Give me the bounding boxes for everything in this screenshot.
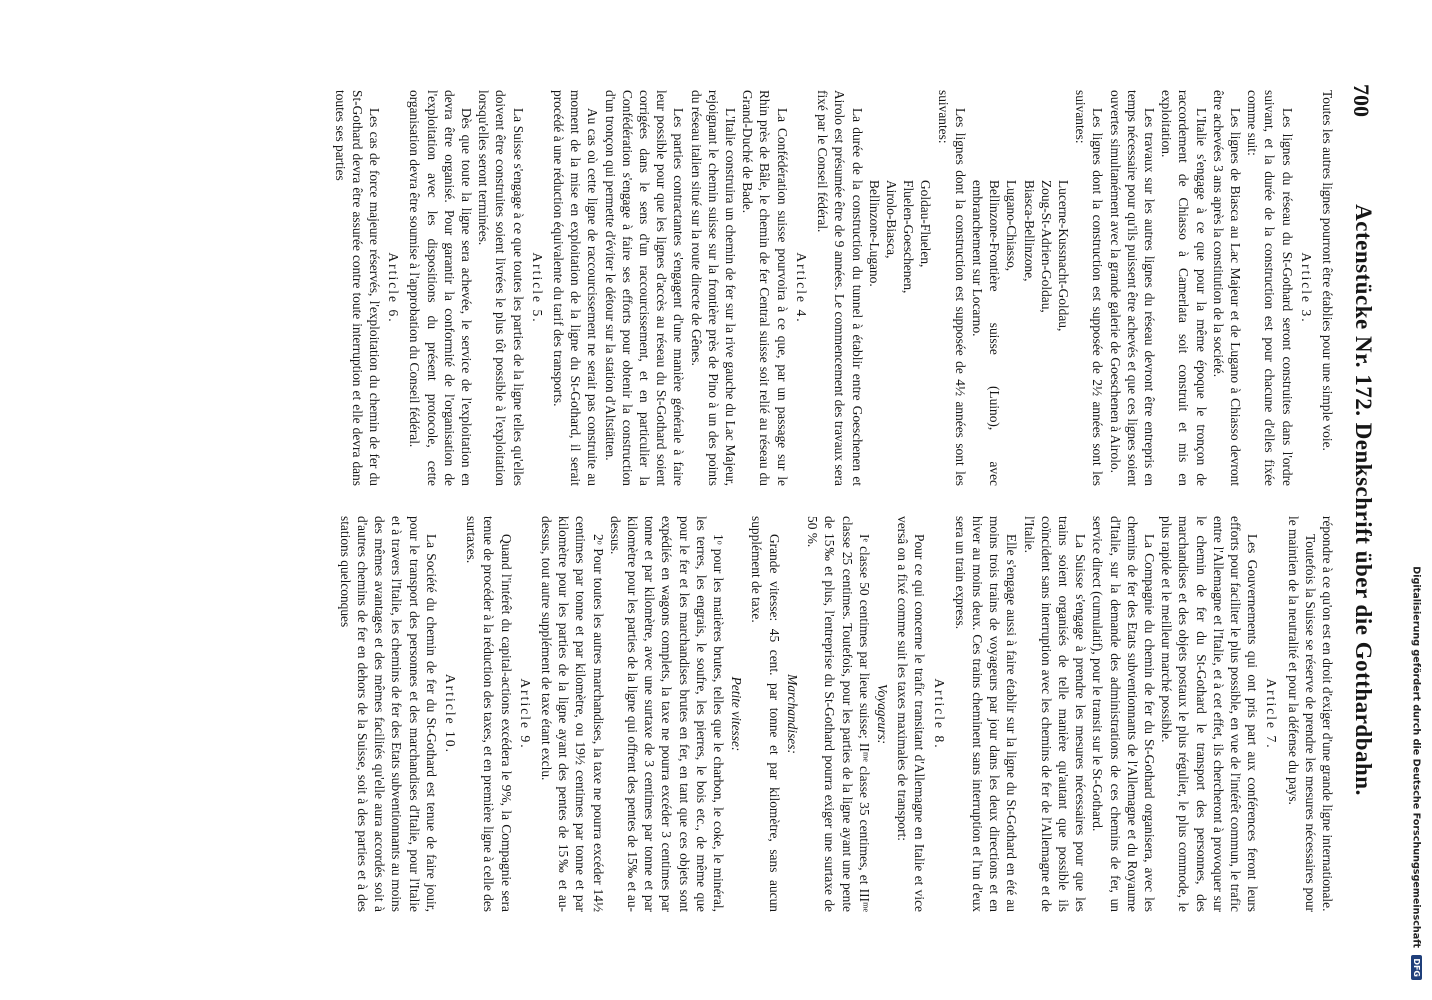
paragraph: Grande vitesse: 45 cent. par tonne et par kilomètre, sans aucun supplément de taxe.	[749, 516, 782, 912]
list-item: Zoug-St-Adrien-Goldau,	[1038, 180, 1054, 313]
list-item: Lugano-Chiasso,	[1004, 180, 1020, 272]
paragraph: Pour ce qui concerne le trafic transitant d'Allemagne en Italie et vice versâ on a fixé comme suit les taxes maximales de transport:	[895, 516, 928, 912]
paragraph: Les parties contractantes s'engagent d'une manière générale à faire leur possible pour que les lignes d'accès au réseau du St-Gothard soient corrigées dans le sens d'un raccourcissement, et en particulier la Confédération s'engage à faire ses efforts pour obtenir la construction d'un tronçon qui permette d'éviter le détour sur la station d'Altstätten.	[602, 90, 687, 486]
list-item: Airolo-Biasca,	[883, 180, 899, 259]
article-6-heading: Article 6.	[386, 252, 402, 324]
list-item: Bellinzone-Frontière suisse (Luino), avec embranchement sur Locarno.	[969, 180, 1003, 486]
article-9-heading: Article 9.	[517, 678, 533, 750]
paragraph: La Société du chemin de fer du St-Gothard est tenue de faire jouir, pour le transport des personnes et des marchandises d'Italie, pour l'Italie et à travers l'Italie, les chemins de fer des Etats subventionnants au moins des mêmes avantages et des mêmes facilités qu'elle aura accordés soit à d'autres chemins de fer en dehors de la Suisse, soit à des parties et à des stations quelconques	[337, 516, 439, 912]
paragraph: Les Gouvernements qui ont pris part aux conférences feront leurs efforts pour faciliter le plus possible, en vue de l'intérêt commun, le trafic entre l'Allemagne et l'Italie, et à cet effet, ils chercheront à provoquer sur le chemin de fer du St-Gothard le transport des personnes, des marchandises et des objets postaux le plus régulier, le plus commode, le plus rapide et le meilleur marché possible.	[1159, 516, 1261, 912]
paragraph: Les lignes dont la construction est supposée de 4½ années sont les suivantes:	[935, 90, 968, 486]
digitization-credit: Digitalisierung gefördert durch die Deutsche Forschungsgemeinschaft	[1410, 566, 1422, 948]
paragraph: La Suisse s'engage à ce que toutes les parties de la ligne telles qu'elles doivent être construites soient livrées le plus tôt possible à l'exploitation lorsqu'elles seront terminées.	[476, 90, 526, 486]
list-item: Fluelen-Goeschenen,	[901, 180, 917, 294]
list-item: Biasca-Bellinzone,	[1021, 180, 1037, 282]
paragraph: La Compagnie du chemin de fer du St-Gothard organisera, avec les chemins de fer des Etats subventionnants de l'Allemagne et du Royaume d'Italie, sur la demande des administrations de ces chemins de fer, un service direct (cumulatif), pour le transit sur le St-Gothard.	[1090, 516, 1157, 912]
paragraph: Au cas où cette ligne de raccourcissement ne serait pas construite au moment de la mise en exploitation de la ligne du St-Gothard, il serait procédé à une réduction équivalente du tarif des transports.	[551, 90, 601, 486]
paragraph: Elle s'engage aussi à faire établir sur la ligne du St-Gothard en été au moins trois trains de voyageurs par jour dans les deux directions et en hiver au moins deux. Ces trains cheminent sans interruption et l'un d'eux sera un train express.	[952, 516, 1020, 912]
paragraph: Dès que toute la ligne sera achevée, le service de l'exploitation en devra être organisé. Pour garantir la conformité de l'organisation de l'exploitation avec les dispositions du présent protocole, cette organisation devra être soumise à l'approbation du Conseil fédéral.	[407, 90, 475, 486]
running-head: Actenstücke Nr. 172. Denkschrift über die Gotthardbahn.	[1351, 204, 1376, 796]
paragraph: L'Italie s'engage à ce que pour la même époque le tronçon de raccordement de Chiasso à Camerlata soit construit et mis en exploitation.	[1159, 90, 1209, 486]
paragraph: Les lignes de Biasca au Lac Majeur et de Lugano à Chiasso devront être achevées 3 ans après la constitution de la société.	[1210, 90, 1243, 486]
paragraph: La Suisse s'engage à prendre les mesures nécessaires pour que les trains soient organisés de telle manière qu'autant que possible ils coïncident sans interruption avec les chemins de fer de l'Allemagne et de l'Italie.	[1021, 516, 1089, 912]
paragraph: Toutefois la Suisse se réserve de prendre les mesures nécessaires pour le maintien de la neutralité et pour la défense du pays.	[1285, 516, 1318, 912]
article-8-heading: Article 8.	[931, 678, 947, 750]
petite-vitesse-heading: Petite vitesse:	[729, 676, 745, 752]
paragraph: L'Italie construira un chemin de fer sur la rive gauche du Lac Majeur, rejoignant le chemin suisse sur la frontière près de Pino à un des points du réseau italien situé sur la route directe de Gênes.	[688, 90, 739, 486]
marchandises-heading: Marchandises:	[784, 674, 800, 754]
paragraph: Les lignes dont la construction est supposée de 2½ années sont les suivantes:	[1073, 90, 1106, 486]
list-item: Bellinzone-Lugano.	[866, 180, 882, 287]
page-footer	[1402, 20, 1422, 980]
paragraph: Toutes les autres lignes pourront être établies pour une simple voie.	[1320, 90, 1335, 451]
page-header	[1342, 0, 1376, 1000]
article-3-heading: Article 3.	[1298, 252, 1314, 324]
voyageurs-heading: Voyageurs:	[874, 683, 890, 745]
article-10-heading: Article 10.	[443, 673, 459, 755]
paragraph: Les cas de force majeure réservés, l'exploitation du chemin de fer du St-Gothard devra être assurée contre toute interruption et elle devra dans toutes ses parties	[332, 90, 383, 486]
dfg-logo-icon: DFG	[1411, 955, 1422, 980]
article-4-heading: Article 4.	[793, 252, 809, 324]
right-column	[337, 516, 1336, 912]
paragraph: La Confédération suisse pourvoira à ce que, par un passage sur le Rhin près de Bâle, le chemin de fer Central suisse soit relié au réseau du Grand-Duché de Bade.	[740, 90, 790, 486]
article-5-heading: Article 5.	[529, 252, 545, 324]
line-list-2-5-years	[969, 90, 1072, 486]
page-number: 700	[1349, 84, 1374, 117]
list-item: Goldau-Fluelen,	[918, 180, 934, 268]
paragraph: 2ᵒ Pour toutes les autres marchandises, la taxe ne pourra excéder 14½ centimes par tonne et par kilomètre, ou 19½ centimes par tonne et par kilomètre pour les parties de la ligne ayant des pentes de 15‰ et au-dessus, tout autre supplément de taxe étant exclu.	[539, 516, 606, 912]
paragraph: Quand l'intérêt du capital-actions excédera le 9%, la Compagnie sera tenue de procéder à la réduction des taxes, et en première ligne à celle des surtaxes.	[464, 516, 514, 912]
list-item: Lucerne-Kussnacht-Goldau,	[1055, 180, 1071, 332]
paragraph: 1ᵒ pour les matières brutes, telles que le charbon, le coke, le minéral, les terres, les engrais, le soufre, les pierres, le bois etc., de même que pour le fer et les marchandises brutes en fer, en tant que ces objets sont expédiés en wagons complets, la taxe ne pourra excéder 3 centimes par tonne et par kilomètre, avec une surtaxe de 3 centimes par tonne et par kilomètre pour les parties de la ligne qui offrent des pentes de 15‰ et au-dessus.	[607, 516, 727, 912]
paragraph: Iᵉ classe 50 centimes par lieue suisse; IIᵐᵉ classe 35 centimes, et IIIᵐᵉ classe 25 centimes. Toutefois, pour les parties de la ligne ayant une pente de 15‰ et plus, l'entreprise du St-Gothard pourra exiger une surtaxe de 50 %.	[805, 516, 872, 912]
left-column	[331, 90, 1336, 486]
paragraph: Les lignes du réseau du St-Gothard seront construites dans l'ordre suivant, et la durée de la construction est pour chacune d'elles fixée comme suit:	[1245, 90, 1295, 486]
paragraph: répondre à ce qu'on est en droit d'exiger d'une grande ligne internationale.	[1320, 516, 1335, 912]
line-list-4-5-years	[866, 90, 935, 486]
article-7-heading: Article 7.	[1264, 678, 1280, 750]
paragraph: Les travaux sur les autres lignes du réseau devront être entrepris en temps nécessaire pour qu'ils puissent être achevés et que ces lignes soient ouvertes simultanément avec la grande galerie de Goeschenen à Airolo.	[1107, 90, 1157, 486]
paragraph: La durée de la construction du tunnel à établir entre Goeschenen et Airolo est présumée être de 9 années. Le commencement des travaux sera fixé par le Conseil fédéral.	[815, 90, 865, 486]
